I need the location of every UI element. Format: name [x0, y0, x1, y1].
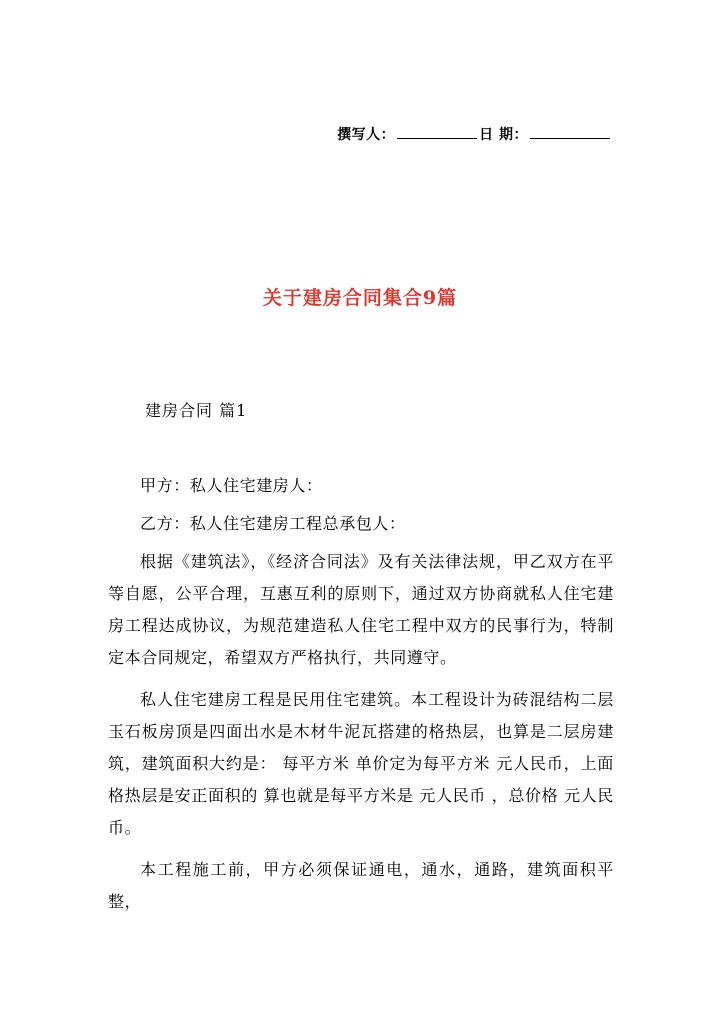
body-text [108, 470, 614, 928]
date-blank [530, 126, 610, 139]
paragraph-party-a: 甲方：私人住宅建房人： [140, 476, 323, 495]
paragraph-party-b: 乙方：私人住宅建房工程总承包人： [140, 514, 406, 533]
paragraph-basis: 根据《建筑法》，《经济合同法》及有关法律法规，甲乙双方在平等自愿，公平合理，互惠互利的原则下，通过双方协商就私人住宅建房工程达成协议，为规范建造私人住宅工程中双方的民事行为，特制定本合同规定，希望双方严格执行，共同遵守。 [108, 552, 614, 667]
date-label: 日 期： [479, 127, 528, 143]
author-date-line [337, 124, 612, 144]
paragraph-project: 私人住宅建房工程是民用住宅建筑。本工程设计为砖混结构二层玉石板房顶是四面出水是木材牛泥瓦搭建的格热层，也算是二层房建筑，建筑面积大约是： 每平方米 单价定为每平方米 元人民币，上面格热层是安正面积的 算也就是每平方米是 元人民币 ，总价格 元人民币。 [108, 690, 614, 837]
section-heading: 建房合同 篇1 [145, 401, 248, 420]
paragraph-preconstruction: 本工程施工前，甲方必须保证通电，通水，通路，建筑面积平整， [108, 860, 614, 911]
author-blank [397, 126, 477, 139]
document-title: 关于建房合同集合9篇 [262, 287, 458, 309]
author-label: 撰写人： [337, 127, 396, 143]
